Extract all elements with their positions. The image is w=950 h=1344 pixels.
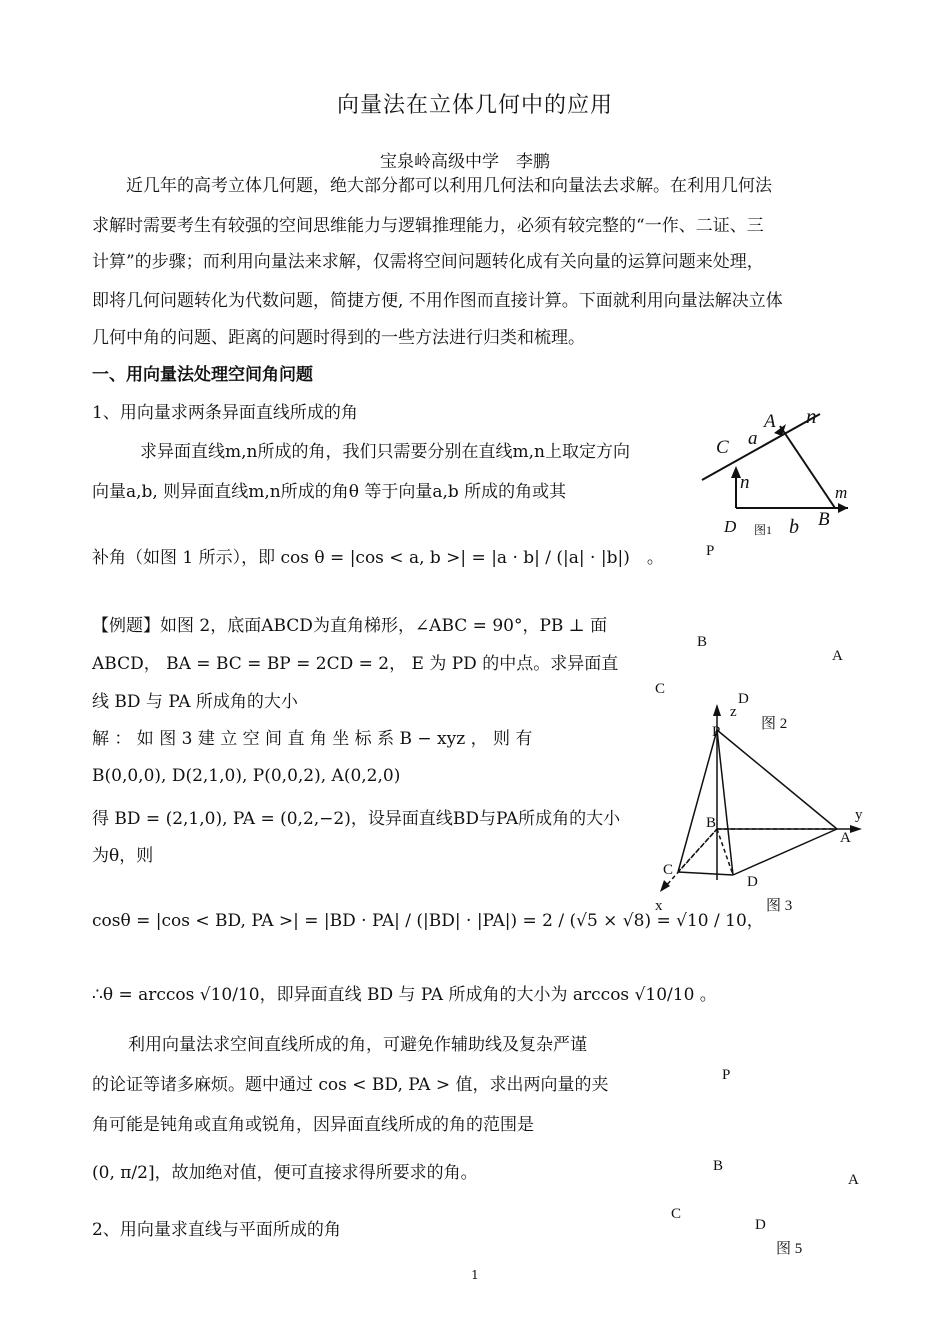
fig3-label-z: z: [730, 704, 737, 720]
remark-line-4: (0, π/2]，故加绝对值，便可直接求得所要求的角。: [92, 1163, 478, 1183]
fig2-label-B: B: [697, 634, 708, 650]
intro-line-1: 近几年的高考立体几何题，绝大部分都可以利用几何法和向量法去求解。在利用几何法: [126, 176, 772, 196]
solution-line-2: B(0,0,0), D(2,1,0), P(0,0,2), A(0,2,0): [92, 766, 401, 786]
author: 宝泉岭高级中学 李鹏: [380, 152, 550, 172]
example-line-2: ABCD， BA = BC = BP = 2CD = 2， E 为 PD 的中点。求异面直: [92, 654, 619, 674]
solution-line-4: 为θ，则: [92, 846, 154, 866]
fig5-label-D: D: [755, 1217, 766, 1233]
remark-line-3: 角可能是钝角或直角或锐角，因异面直线所成的角的范围是: [92, 1115, 534, 1135]
fig3-caption: 图 3: [766, 898, 793, 914]
remark-line-1: 利用向量法求空间直线所成的角，可避免作辅助线及复杂严谨: [128, 1035, 587, 1055]
fig2-caption: 图 2: [761, 716, 788, 732]
sub1-line-1: 求异面直线m,n所成的角，我们只需要分别在直线m,n上取定方向: [140, 442, 630, 462]
sub1-line-3: 补角（如图 1 所示），即 cos θ = |cos < a, b >| = |a · b| / (|a| · |b|) 。: [92, 548, 664, 568]
fig1-label-A: A: [764, 411, 776, 432]
fig2-label-D: D: [738, 691, 749, 707]
fig5-label-A: A: [848, 1172, 859, 1188]
page-number: 1: [471, 1268, 479, 1282]
remark-line-2: 的论证等诸多麻烦。题中通过 cos < BD, PA > 值，求出两向量的夹: [92, 1075, 609, 1095]
fig5-label-C: C: [671, 1206, 682, 1222]
intro-line-5: 几何中角的问题、距离的问题时得到的一些方法进行归类和梳理。: [92, 328, 585, 348]
intro-line-3: 计算”的步骤；而利用向量法来求解，仅需将空间问题转化成有关向量的运算问题来处理，: [92, 252, 764, 272]
solution-line-5: cosθ = |cos < BD, PA >| = |BD · PA| / (|BD| · |PA|) = 2 / (√5 × √8) = √10 / 10，: [92, 911, 764, 931]
figure-3: [650, 700, 870, 900]
fig1-label-n-line: n: [806, 404, 817, 428]
fig5-label-B: B: [713, 1158, 724, 1174]
fig3-label-C: C: [663, 862, 674, 878]
example-line-3: 线 BD 与 PA 所成角的大小: [92, 692, 298, 712]
solution-line-1: 解 ： 如 图 3 建 立 空 间 直 角 坐 标 系 B − xyz ， 则 有: [92, 729, 533, 749]
fig3-label-B: B: [706, 815, 717, 831]
fig1-label-D: D: [724, 517, 737, 536]
fig2-label-P: P: [706, 543, 715, 559]
fig1-label-C: C: [716, 437, 729, 458]
fig1-label-m: m: [835, 483, 848, 502]
fig3-label-x: x: [655, 898, 663, 914]
fig3-label-A: A: [840, 830, 851, 846]
sub1-line-2: 向量a,b, 则异面直线m,n所成的角θ 等于向量a,b 所成的角或其: [92, 482, 567, 502]
intro-line-2: 求解时需要考生有较强的空间思维能力与逻辑推理能力，必须有较完整的“一作、二证、三: [92, 216, 764, 236]
section-heading-1: 一、用向量法处理空间角问题: [92, 365, 313, 385]
fig1-label-n-vec: n: [740, 472, 750, 493]
fig3-label-D: D: [747, 874, 758, 890]
solution-line-3: 得 BD = (2,1,0), PA = (0,2,−2)，设异面直线BD与PA所成角的大小: [92, 809, 621, 829]
subheading-1: 1、用向量求两条异面直线所成的角: [92, 403, 358, 423]
example-line-1: 【例题】如图 2，底面ABCD为直角梯形，∠ABC = 90°，PB ⊥ 面: [92, 616, 608, 636]
fig1-caption: 图1: [754, 523, 773, 537]
fig1-label-a: a: [748, 428, 758, 449]
fig2-label-A: A: [832, 648, 843, 664]
solution-line-6: ∴θ = arccos √10/10，即异面直线 BD 与 PA 所成角的大小为 arccos √10/10 。: [92, 985, 717, 1005]
fig5-caption: 图 5: [776, 1241, 803, 1257]
fig3-label-P: P: [712, 724, 721, 740]
fig1-label-b: b: [789, 516, 799, 538]
fig1-label-B: B: [818, 509, 830, 530]
fig3-label-y: y: [855, 807, 863, 823]
fig2-label-C: C: [655, 681, 666, 697]
fig5-label-P: P: [722, 1067, 731, 1083]
subheading-2: 2、用向量求直线与平面所成的角: [92, 1220, 341, 1240]
page-title: 向量法在立体几何中的应用: [336, 93, 613, 118]
intro-line-4: 即将几何问题转化为代数问题，简捷方便, 不用作图而直接计算。下面就利用向量法解决立体: [92, 291, 783, 311]
